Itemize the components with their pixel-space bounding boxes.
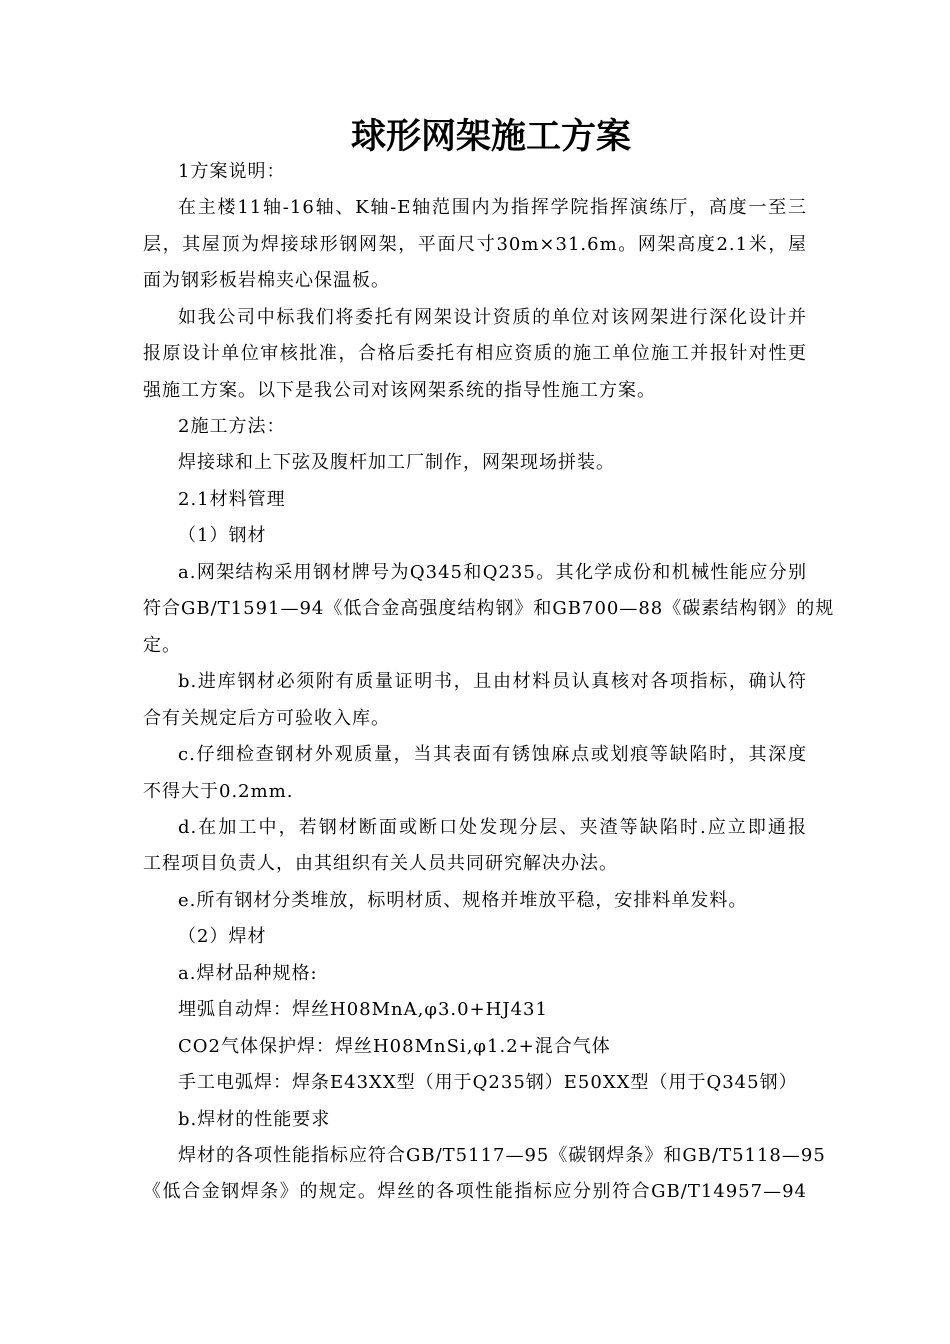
body-paragraph bbox=[143, 190, 807, 299]
text-line: 《低合金钢焊条》的规定。焊丝的各项性能指标应分别符合GB/T14957—94 bbox=[143, 1181, 807, 1203]
text-line: 2.1材料管理 bbox=[178, 488, 286, 510]
text-line: b.焊材的性能要求 bbox=[178, 1108, 331, 1130]
text-line: 工程项目负责人，由其组织有关人员共同研究解决办法。 bbox=[143, 853, 618, 875]
body-paragraph bbox=[143, 445, 807, 481]
text-line: 手工电弧焊：焊条E43XX型（用于Q235钢）E50XX型（用于Q345钢） bbox=[178, 1072, 798, 1094]
text-line: 埋弧自动焊：焊丝H08MnA,φ3.0+HJ431 bbox=[178, 999, 548, 1021]
subsection-heading-2-1 bbox=[143, 482, 807, 518]
text-line: 焊材的各项性能指标应符合GB/T5117—95《碳钢焊条》和GB/T5118—95 bbox=[178, 1145, 826, 1167]
list-item-a bbox=[143, 555, 835, 664]
list-item-b-welding-performance bbox=[143, 1102, 807, 1138]
spec-line-manual-arc bbox=[143, 1065, 807, 1101]
spec-line-co2 bbox=[143, 1029, 807, 1065]
list-item-d bbox=[143, 810, 807, 883]
text-line: （2）焊材 bbox=[178, 926, 267, 948]
body-paragraph bbox=[143, 300, 807, 409]
text-line: 在主楼11轴-16轴、K轴-E轴范围内为指挥学院指挥演练厅，高度一至三 bbox=[178, 197, 807, 219]
text-line: 2施工方法： bbox=[178, 415, 286, 437]
list-item-b bbox=[143, 664, 807, 737]
text-line: e.所有钢材分类堆放，标明材质、规格并堆放平稳，安排料单发料。 bbox=[178, 889, 748, 911]
text-line: b.进库钢材必须附有质量证明书，且由材料员认真核对各项指标，确认符 bbox=[178, 671, 807, 693]
text-line: d.在加工中，若钢材断面或断口处发现分层、夹渣等缺陷时.应立即通报 bbox=[178, 816, 807, 838]
document-body bbox=[143, 154, 835, 1211]
spec-line-submerged-arc bbox=[143, 992, 807, 1028]
list-item-a-welding-spec bbox=[143, 956, 807, 992]
text-line: a.网架结构采用钢材牌号为Q345和Q235。其化学成份和机械性能应分别 bbox=[178, 561, 807, 583]
text-line: 符合GB/T1591—94《低合金高强度结构钢》和GB700—88《碳素结构钢》的规 bbox=[143, 598, 835, 620]
text-line: 报原设计单位审核批准，合格后委托有相应资质的施工单位施工并报针对性更 bbox=[143, 343, 807, 365]
text-line: 层，其屋顶为焊接球形钢网架，平面尺寸30m×31.6m。网架高度2.1米，屋 bbox=[143, 233, 807, 255]
text-line: 如我公司中标我们将委托有网架设计资质的单位对该网架进行深化设计并 bbox=[178, 306, 807, 328]
item-heading-welding-material bbox=[143, 919, 807, 955]
text-line: 1方案说明： bbox=[178, 160, 286, 182]
text-line: 不得大于0.2mm. bbox=[143, 780, 294, 802]
section-heading-1 bbox=[143, 154, 807, 190]
text-line: 面为钢彩板岩棉夹心保温板。 bbox=[143, 270, 390, 292]
section-heading-2 bbox=[143, 409, 807, 445]
item-heading-steel bbox=[143, 518, 807, 554]
text-line: CO2气体保护焊：焊丝H08MnSi,φ1.2+混合气体 bbox=[178, 1035, 611, 1057]
text-line: 合有关规定后方可验收入库。 bbox=[143, 707, 390, 729]
text-line: 定。 bbox=[143, 634, 181, 656]
text-line: 焊接球和上下弦及腹杆加工厂制作，网架现场拼装。 bbox=[178, 452, 615, 474]
list-item-c bbox=[143, 737, 807, 810]
document-title: 球形网架施工方案 bbox=[350, 116, 631, 157]
body-paragraph bbox=[143, 1138, 826, 1211]
text-line: 强施工方案。以下是我公司对该网架系统的指导性施工方案。 bbox=[143, 379, 656, 401]
text-line: a.焊材品种规格: bbox=[178, 962, 318, 984]
list-item-e bbox=[143, 883, 807, 919]
text-line: c.仔细检查钢材外观质量，当其表面有锈蚀麻点或划痕等缺陷时，其深度 bbox=[178, 744, 807, 766]
text-line: （1）钢材 bbox=[178, 525, 267, 547]
